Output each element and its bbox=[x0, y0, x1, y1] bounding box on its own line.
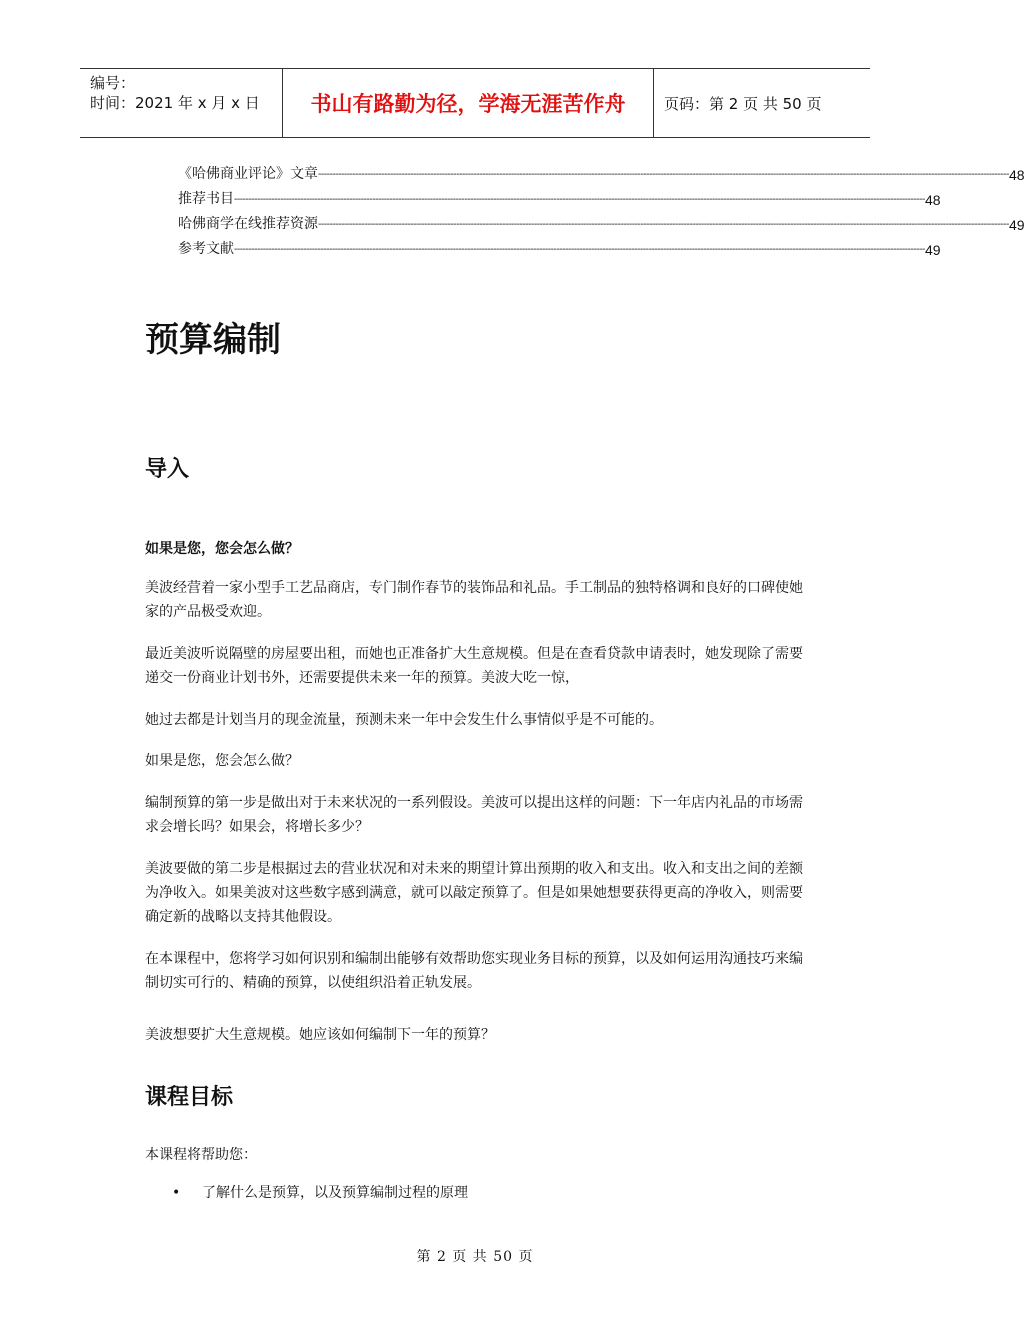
toc-entry-title: 推荐书目 bbox=[178, 191, 234, 207]
toc-entry-title: 参考文献 bbox=[178, 241, 234, 257]
header-meta bbox=[80, 69, 282, 137]
toc-entry-page: 49 bbox=[1008, 217, 1025, 233]
document-date: 时间：2021 年 x 月 x 日 bbox=[90, 94, 260, 112]
paragraph: 美波想要扩大生意规模。她应该如何编制下一年的预算？ bbox=[145, 1027, 495, 1043]
bullet-icon: • bbox=[172, 1185, 181, 1201]
toc-leader: ------------------------------------------------------------------------------------------------------------------------------------------------------------------------------------------------------------------------------------------------ bbox=[234, 194, 925, 205]
toc-entry-page: 48 bbox=[1008, 167, 1025, 183]
toc-entry-page: 48 bbox=[924, 192, 941, 208]
page-header bbox=[80, 68, 870, 138]
list-item-text: 了解什么是预算，以及预算编制过程的原理 bbox=[202, 1185, 468, 1201]
header-motto: 书山有路勤为径，学海无涯苦作舟 bbox=[282, 69, 654, 137]
table-of-contents bbox=[178, 158, 1025, 258]
toc-leader: ------------------------------------------------------------------------------------------------------------------------------------------------------------------------------------------------------------------------------------------------ bbox=[318, 169, 1009, 180]
paragraph: 美波经营着一家小型手工艺品商店，专门制作春节的装饰品和礼品。手工制品的独特格调和良好的口碑使她家的产品极受欢迎。 bbox=[145, 580, 803, 620]
list-item bbox=[172, 1181, 468, 1205]
question-heading: 如果是您，您会怎么做？ bbox=[145, 541, 299, 557]
paragraph: 美波要做的第二步是根据过去的营业状况和对未来的期望计算出预期的收入和支出。收入和支出之间的差额为净收入。如果美波对这些数字感到满意，就可以敲定预算了。但是如果她想要获得更高的净收入，则需要确定新的战略以支持其他假设。 bbox=[145, 861, 803, 925]
paragraph: 在本课程中，您将学习如何识别和编制出能够有效帮助您实现业务目标的预算，以及如何运用沟通技巧来编制切实可行的、精确的预算，以使组织沿着正轨发展。 bbox=[145, 951, 803, 991]
toc-entry-title: 《哈佛商业评论》文章 bbox=[178, 166, 318, 182]
page-footer: 第 2 页 共 50 页 bbox=[416, 1249, 534, 1265]
paragraph: 她过去都是计划当月的现金流量，预测未来一年中会发生什么事情似乎是不可能的。 bbox=[145, 712, 663, 728]
toc-leader: ------------------------------------------------------------------------------------------------------------------------------------------------------------------------------------------------------------------------------------------------ bbox=[234, 244, 925, 255]
paragraph: 如果是您，您会怎么做？ bbox=[145, 753, 299, 769]
header-page-info: 页码：第 2 页 共 50 页 bbox=[664, 94, 822, 113]
document-number-label: 编号： bbox=[90, 74, 136, 92]
toc-entry-page: 49 bbox=[924, 242, 941, 258]
toc-entry[interactable] bbox=[178, 183, 941, 208]
section-heading-goals: 课程目标 bbox=[145, 1085, 234, 1110]
page-title: 预算编制 bbox=[145, 320, 281, 360]
goals-intro: 本课程将帮助您： bbox=[145, 1147, 257, 1163]
toc-entry-title: 哈佛商学在线推荐资源 bbox=[178, 216, 318, 232]
toc-entry[interactable] bbox=[178, 233, 941, 258]
paragraph: 最近美波听说隔壁的房屋要出租，而她也正准备扩大生意规模。但是在查看贷款申请表时，她发现除了需要递交一份商业计划书外，还需要提供未来一年的预算。美波大吃一惊， bbox=[145, 646, 803, 686]
toc-entry[interactable] bbox=[178, 158, 1025, 183]
paragraph: 编制预算的第一步是做出对于未来状况的一系列假设。美波可以提出这样的问题：下一年店内礼品的市场需求会增长吗？如果会，将增长多少？ bbox=[145, 795, 803, 835]
toc-leader: ------------------------------------------------------------------------------------------------------------------------------------------------------------------------------------------------------------------------------------------------ bbox=[318, 219, 1009, 230]
toc-entry[interactable] bbox=[178, 208, 1025, 233]
section-heading-intro: 导入 bbox=[145, 457, 190, 482]
